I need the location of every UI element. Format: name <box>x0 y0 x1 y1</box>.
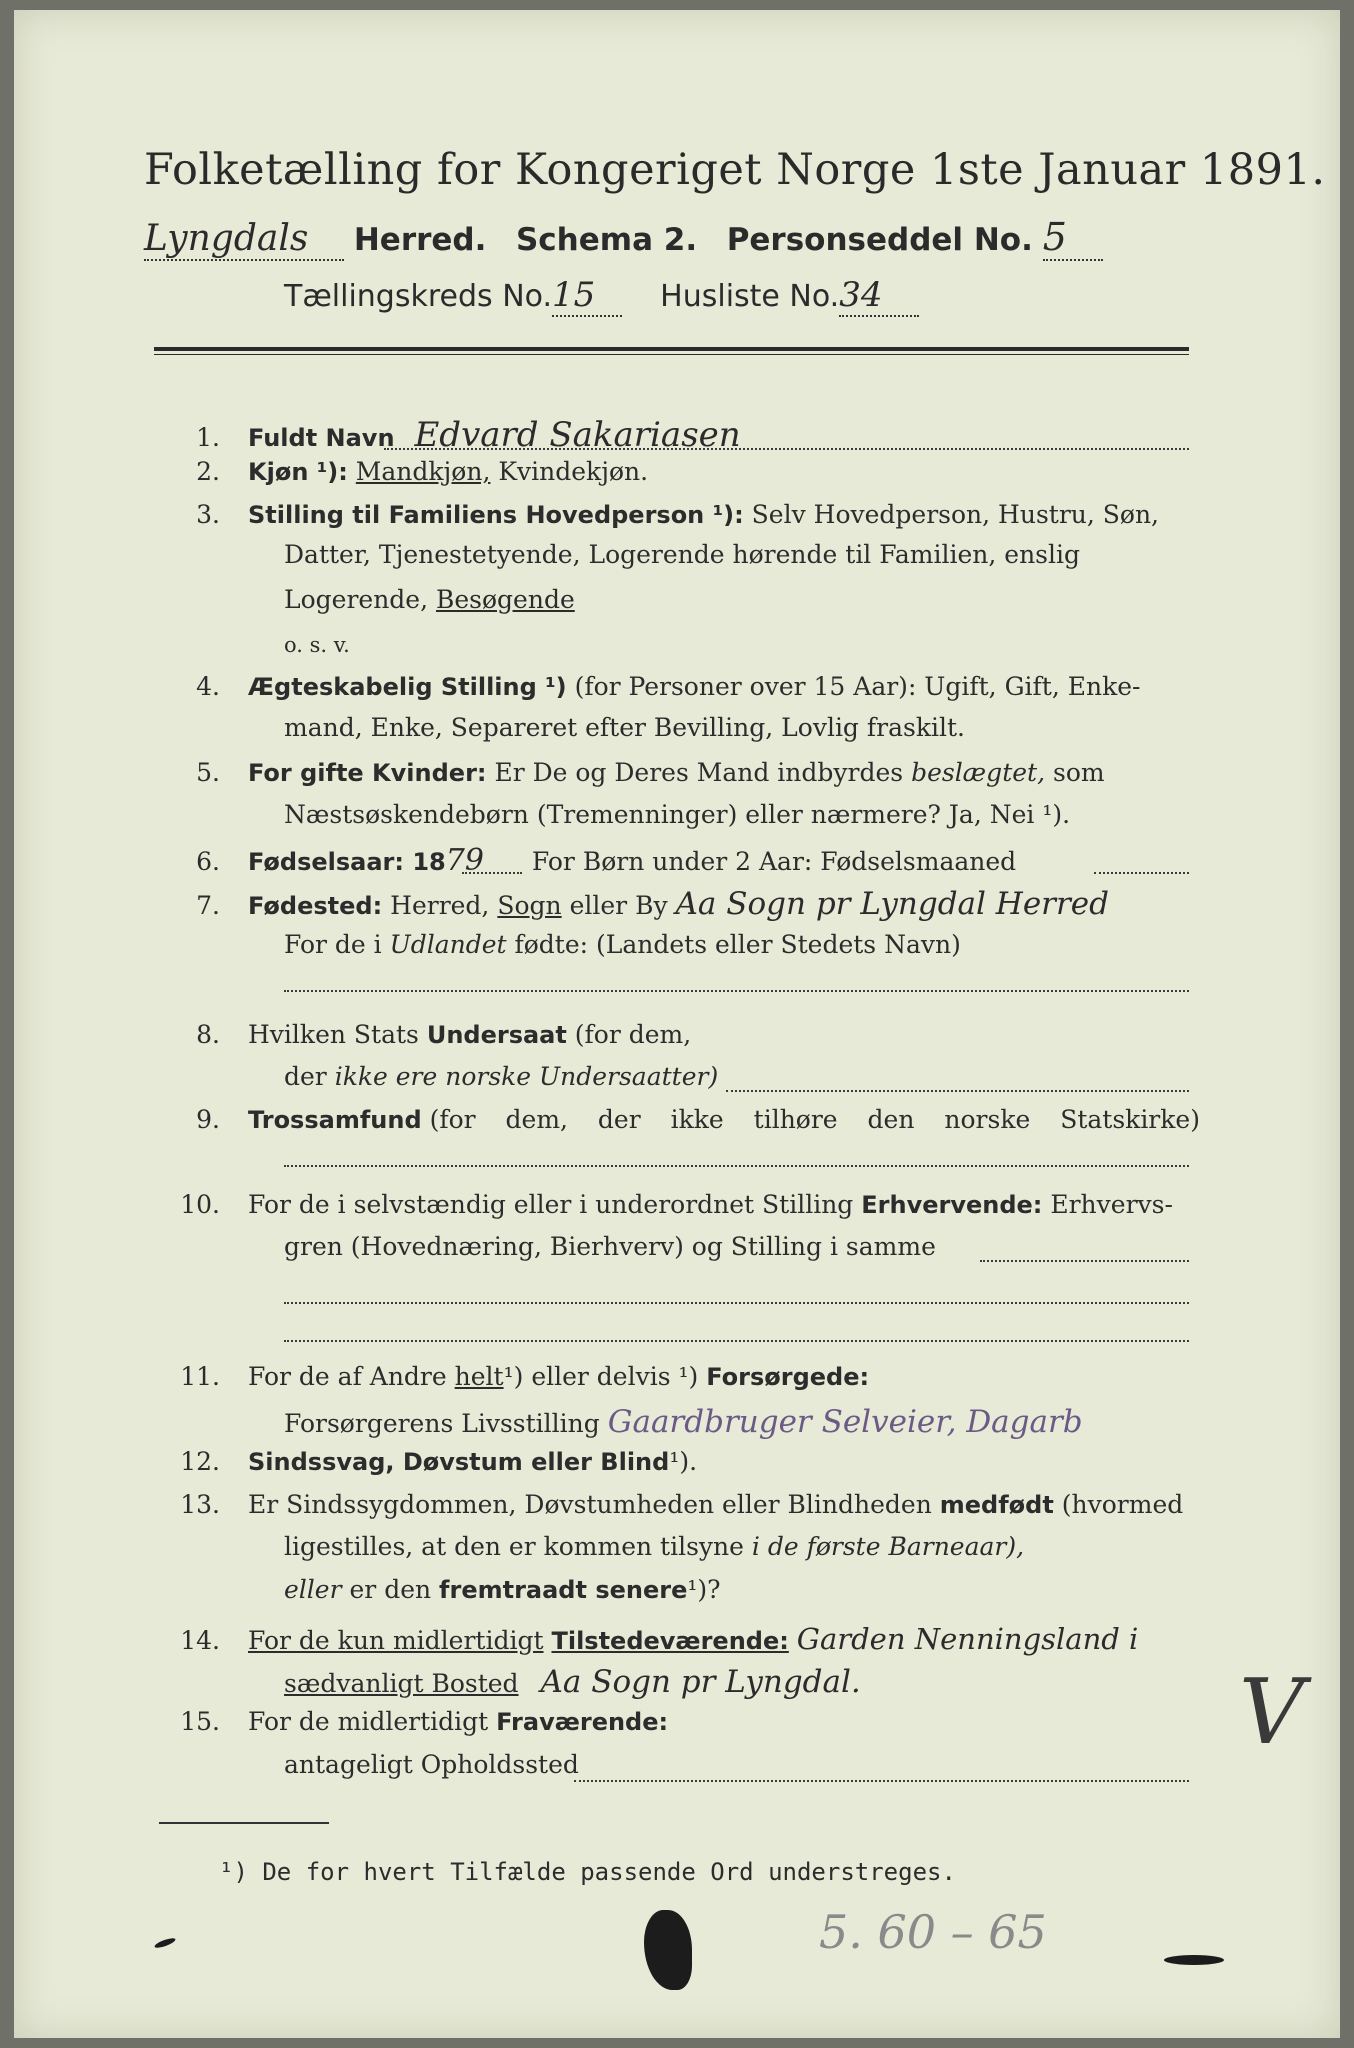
personseddel-handwritten: 5 <box>1043 215 1103 261</box>
ink-blot <box>644 1910 692 1990</box>
item-label: Ægteskabelig Stilling ¹) <box>248 673 567 701</box>
dotted-line <box>284 1165 1189 1167</box>
item-text: antageligt Opholdssted <box>284 1750 579 1779</box>
item-label: Fraværende: <box>496 1708 669 1736</box>
herred-handwritten: Lyngdals <box>144 218 344 261</box>
item-number: 4. <box>196 672 220 701</box>
item-text: ¹) eller delvis ¹) <box>503 1362 699 1391</box>
item-number: 12. <box>180 1447 220 1476</box>
item-number: 15. <box>180 1707 220 1736</box>
item-number: 5. <box>196 758 220 787</box>
item-13-line3 <box>284 1575 721 1604</box>
item-label: Forsørgede: <box>706 1363 870 1391</box>
item-text: Er De og Deres Mand indbyrdes <box>494 758 904 787</box>
item-8-line2 <box>284 1062 718 1091</box>
item-number: 13. <box>180 1490 220 1519</box>
item-text: For de kun midlertidigt <box>248 1626 544 1655</box>
item-13 <box>154 1490 1183 1519</box>
form-title: Folketælling for Kongeriget Norge 1ste Januar 1891. <box>144 145 1326 195</box>
item-text: (for dem, der ikke tilhøre den norske Statskirke) <box>429 1105 1200 1134</box>
item-label: For gifte Kvinder: <box>248 759 487 787</box>
item-text: beslægtet, <box>911 758 1046 787</box>
item-label: Erhvervende: <box>861 1191 1043 1219</box>
kreds-handwritten: 15 <box>552 275 622 317</box>
item-7 <box>154 886 1109 922</box>
item-number: 14. <box>180 1626 220 1655</box>
archive-number-pencil: 5. 60 – 65 <box>819 1905 1047 1959</box>
personseddel-label: Personseddel No. <box>726 222 1033 258</box>
dotted-line <box>462 872 522 874</box>
item-number: 1. <box>196 423 220 452</box>
item-text: o. s. v. <box>284 633 350 657</box>
item-14 <box>154 1622 1138 1656</box>
item-label: medfødt <box>939 1491 1054 1519</box>
footnote-rule <box>159 1822 329 1824</box>
ink-mark <box>1164 1955 1224 1965</box>
item-number: 8. <box>196 1020 220 1049</box>
option-mandkjon: Mandkjøn, <box>355 457 491 486</box>
option-besogende: Besøgende <box>436 585 575 614</box>
usual-residence-handwritten: Aa Sogn pr Lyngdal. <box>540 1664 861 1700</box>
item-text: Forsørgerens Livsstilling <box>284 1409 600 1438</box>
item-text: er den <box>349 1575 432 1604</box>
header-line-herred <box>144 215 1103 261</box>
item-text: eller <box>284 1575 342 1604</box>
item-text: For de af Andre <box>248 1362 447 1391</box>
dotted-line <box>384 448 1189 450</box>
dotted-line <box>284 990 1189 992</box>
birthplace-handwritten: Aa Sogn pr Lyngdal Herred <box>675 886 1110 922</box>
item-2 <box>154 457 648 486</box>
item-text: mand, Enke, Separeret efter Bevilling, Lovlig fraskilt. <box>284 713 965 742</box>
dotted-line <box>726 1090 1189 1092</box>
item-label: Hvilken Stats <box>248 1020 419 1049</box>
item-3 <box>154 500 1159 529</box>
item-text: ¹). <box>669 1447 698 1476</box>
header-rule-thin <box>154 354 1189 355</box>
item-text: i de første Barneaar), <box>751 1532 1025 1561</box>
item-label: Fødselsaar: 18 <box>248 848 446 876</box>
item-text: For Børn under 2 Aar: Fødselsmaaned <box>531 847 1017 876</box>
item-15 <box>154 1707 668 1736</box>
item-9 <box>154 1105 1200 1134</box>
item-number: 6. <box>196 847 220 876</box>
dotted-line <box>1094 872 1189 874</box>
item-text: Herred, <box>390 891 490 920</box>
item-text: For de midlertidigt <box>248 1707 489 1736</box>
item-text: eller By <box>569 891 668 920</box>
footnote: ¹) De for hvert Tilfælde passende Ord understreges. <box>219 1858 956 1886</box>
item-label: Fuldt Navn <box>248 424 395 452</box>
item-text: ¹)? <box>687 1575 721 1604</box>
herred-label: Herred. <box>353 222 487 258</box>
kreds-label: Tællingskreds No. <box>284 279 552 314</box>
husliste-label: Husliste No. <box>660 279 840 314</box>
item-text: Datter, Tjenestetyende, Logerende hørende til Familien, enslig <box>284 540 1081 569</box>
item-label: Fødested: <box>248 892 383 920</box>
item-label: fremtraadt senere <box>439 1576 688 1604</box>
item-7-line2 <box>284 930 961 959</box>
item-8 <box>154 1020 691 1049</box>
husliste-handwritten: 34 <box>839 275 919 317</box>
item-label: Undersaat <box>426 1021 567 1049</box>
item-4 <box>154 672 1140 701</box>
item-text: (for Personer over 15 Aar): Ugift, Gift, Enke- <box>574 672 1141 701</box>
option-sogn: Sogn <box>497 891 562 920</box>
item-13-line2 <box>284 1532 1024 1561</box>
item-text: sædvanligt Bosted <box>284 1669 519 1698</box>
item-text: ligestilles, at den er kommen tilsyne <box>284 1532 744 1561</box>
item-text: ikke ere norske Undersaatter) <box>334 1062 719 1091</box>
item-number: 9. <box>196 1105 220 1134</box>
item-text: Næstsøskendebørn (Tremenninger) eller nærmere? Ja, Nei ¹). <box>284 800 1071 829</box>
item-3-line3 <box>284 585 575 614</box>
header-line-kreds <box>284 275 919 317</box>
dotted-line <box>574 1780 1189 1782</box>
item-text: Udlandet <box>389 930 507 959</box>
dotted-line <box>980 1260 1189 1262</box>
item-text: Selv Hovedperson, Hustru, Søn, <box>751 500 1159 529</box>
item-number: 2. <box>196 457 220 486</box>
option-kvindekjon: Kvindekjøn. <box>498 457 649 486</box>
item-number: 7. <box>196 891 220 920</box>
item-6 <box>154 843 1016 878</box>
item-label: Trossamfund <box>248 1106 422 1134</box>
header-rule <box>154 347 1189 351</box>
birth-year-handwritten: 79 <box>445 843 484 878</box>
item-text: For de i <box>284 930 382 959</box>
item-text: For de i selvstændig eller i underordnet Stilling <box>248 1190 854 1219</box>
ink-mark <box>154 1936 177 1949</box>
present-location-handwritten: Garden Nenningsland i <box>796 1622 1139 1656</box>
item-number: 3. <box>196 500 220 529</box>
item-label: Kjøn ¹): <box>248 458 348 486</box>
provider-occupation-handwritten: Gaardbruger Selveier, Dagarb <box>607 1404 1083 1440</box>
item-number: 11. <box>180 1362 220 1391</box>
item-label: Sindssvag, Døvstum eller Blind <box>248 1448 670 1476</box>
item-text: Er Sindssygdommen, Døvstumheden eller Blindheden <box>248 1490 932 1519</box>
item-5 <box>154 758 1105 787</box>
item-text: Erhvervs- <box>1050 1190 1173 1219</box>
dotted-line <box>284 1302 1189 1304</box>
item-text: fødte: (Landets eller Stedets Navn) <box>514 930 961 959</box>
item-label: Tilstedeværende: <box>551 1627 789 1655</box>
census-form-page <box>14 10 1340 2038</box>
item-text: Logerende, <box>284 585 429 614</box>
item-10 <box>154 1190 1173 1219</box>
option-helt: helt <box>454 1362 504 1391</box>
item-number: 10. <box>180 1190 220 1219</box>
full-name-handwritten: Edvard Sakariasen <box>414 415 741 455</box>
item-text: (hvormed <box>1061 1490 1184 1519</box>
item-text: gren (Hovednæring, Bierhverv) og Stilling i samme <box>284 1232 936 1261</box>
item-11-line2 <box>284 1404 1083 1440</box>
item-text: der <box>284 1062 327 1091</box>
item-11 <box>154 1362 869 1391</box>
schema-label: Schema 2. <box>515 222 698 258</box>
item-text: som <box>1052 758 1105 787</box>
checkmark-handwritten: V <box>1239 1660 1304 1765</box>
item-12 <box>154 1447 697 1476</box>
dotted-line <box>284 1340 1189 1342</box>
item-text: (for dem, <box>574 1020 692 1049</box>
item-14-line2 <box>284 1664 861 1700</box>
item-label: Stilling til Familiens Hovedperson ¹): <box>248 501 744 529</box>
